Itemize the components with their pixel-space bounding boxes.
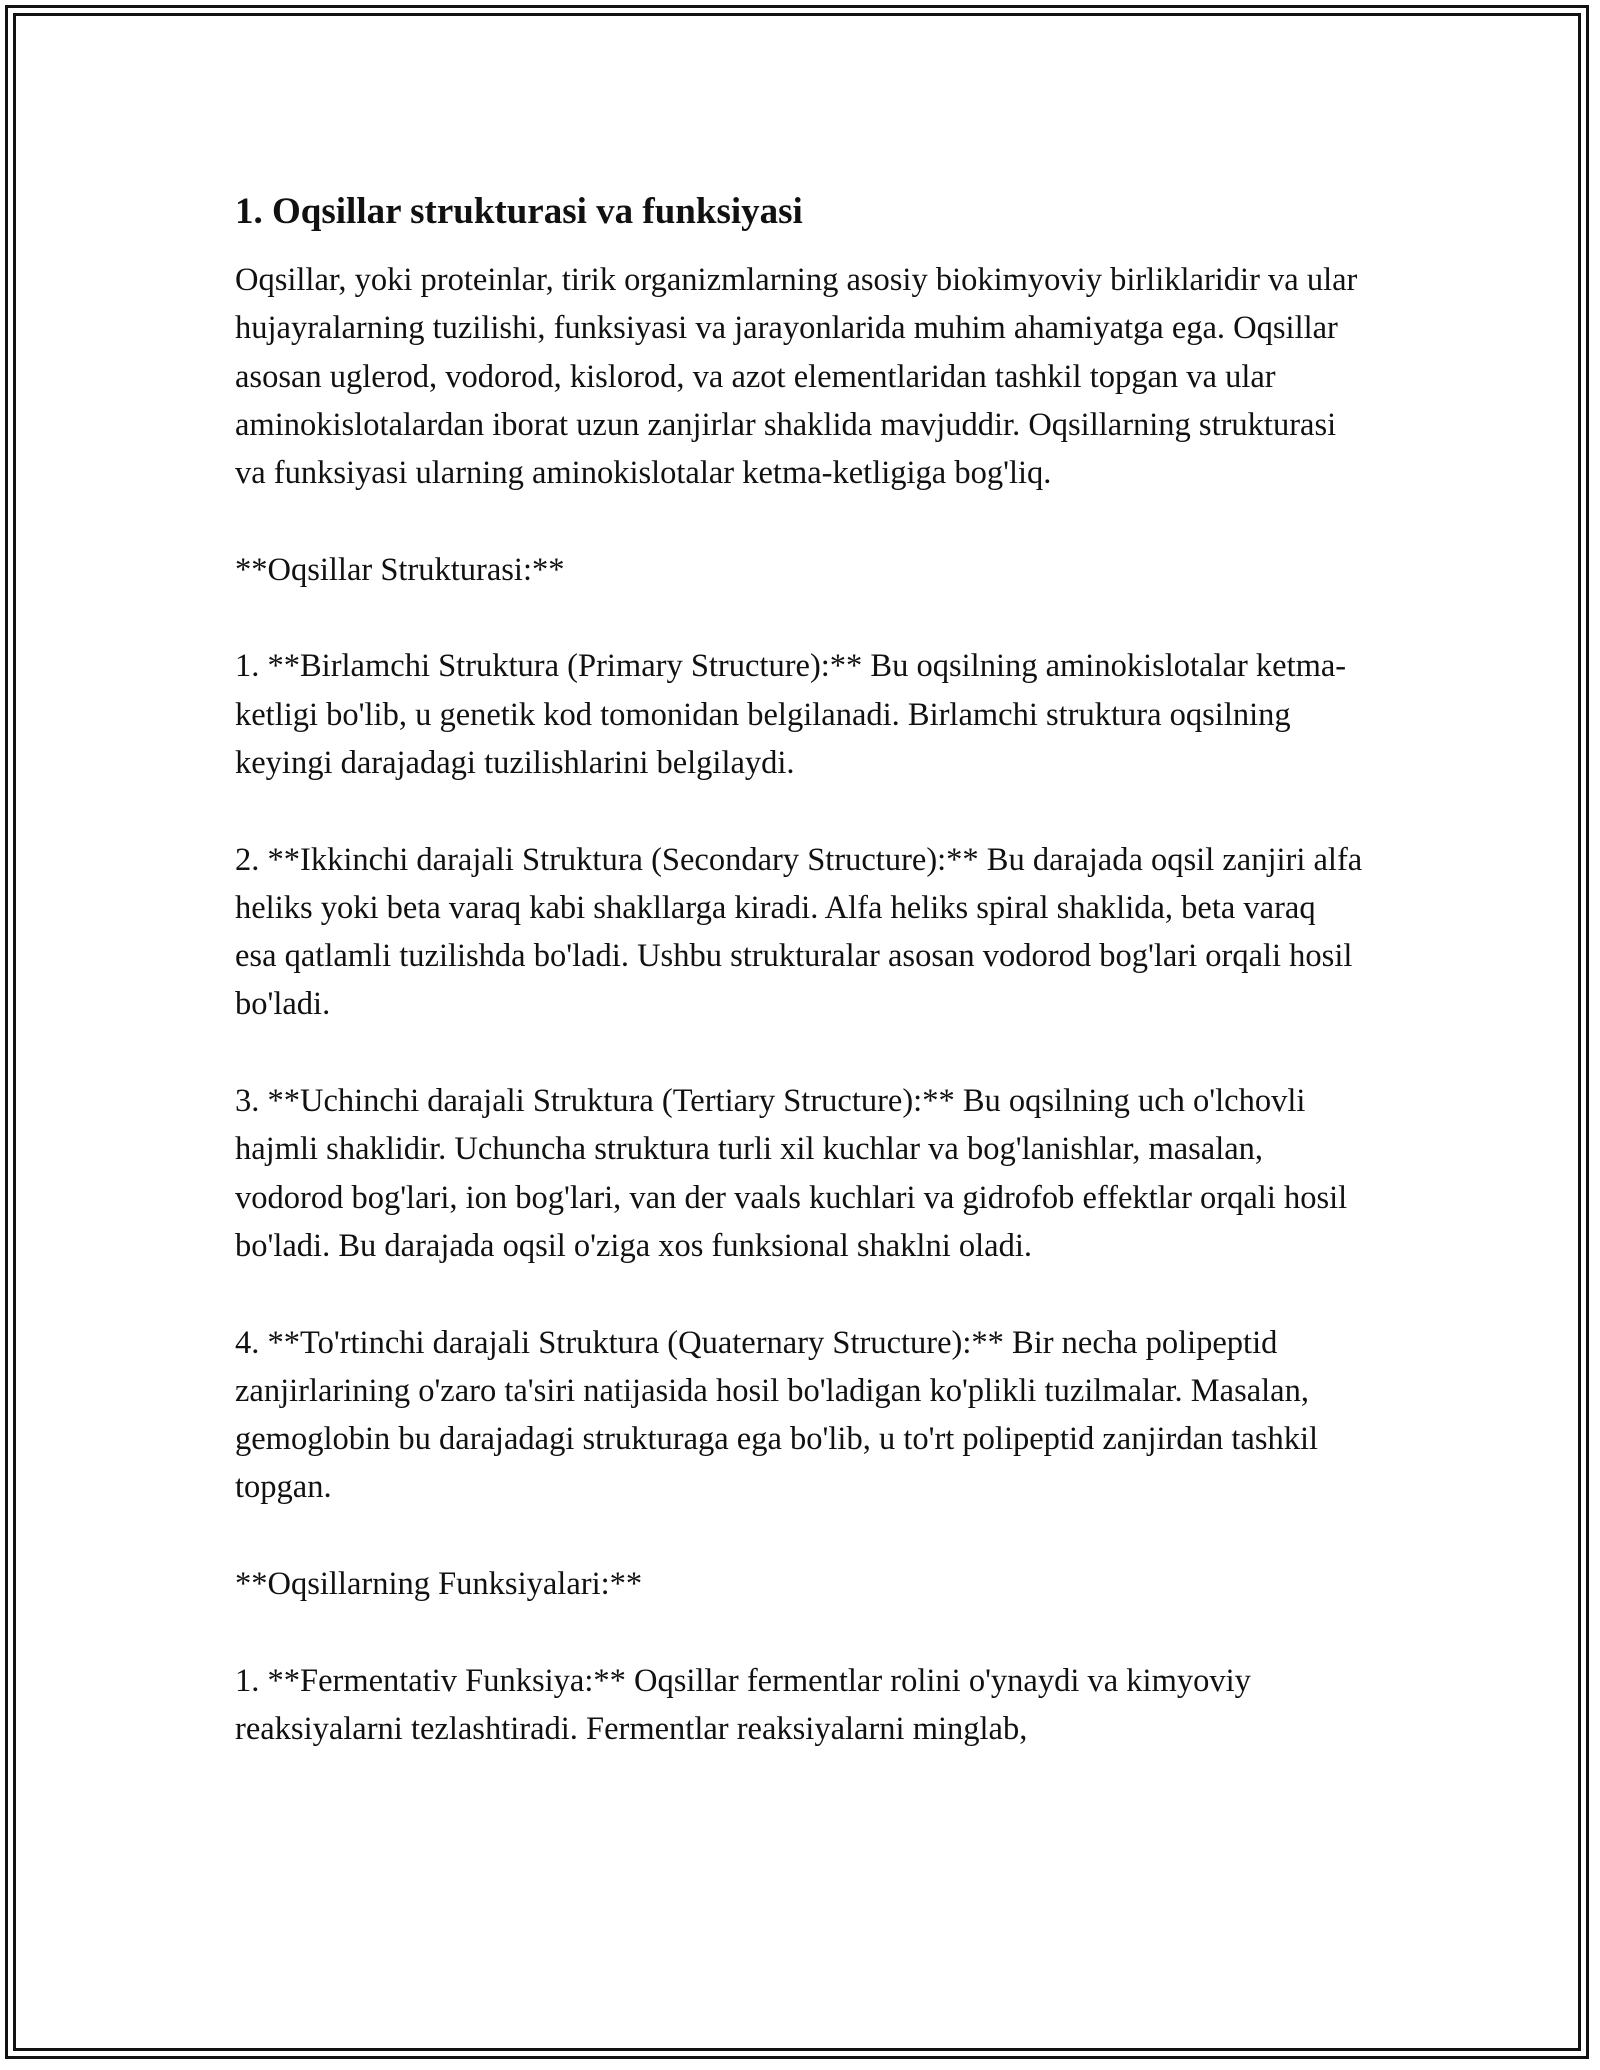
primary-structure-paragraph: 1. **Birlamchi Struktura (Primary Structure):** Bu oqsilning aminokislotalar ketma-ketligi bo'lib, u genetik kod tomonidan belgilanadi. Birlamchi struktura oqsilning keyingi darajadagi tuzilishlarini belgilaydi. xyxy=(235,648,1347,781)
secondary-structure-paragraph: 2. **Ikkinchi darajali Struktura (Secondary Structure):** Bu darajada oqsil zanjiri alfa heliks yoki beta varaq kabi shakllarga kiradi. Alfa heliks spiral shaklida, beta varaq esa qatlamli tuzilishda bo'ladi. Ushbu strukturalar asosan vodorod bog'lari orqali hosil bo'ladi. xyxy=(235,841,1363,1023)
document-body xyxy=(235,188,1365,1802)
quaternary-structure-paragraph: 4. **To'rtinchi darajali Struktura (Quaternary Structure):** Bir necha polipeptid zanjirlarining o'zaro ta'siri natijasida hosil bo'ladigan ko'plikli tuzilmalar. Masalan, gemoglobin bu darajadagi strukturaga ega bo'lib, u to'rt polipeptid zanjirdan tashkil topgan. xyxy=(235,1324,1319,1506)
functions-heading: **Oqsillarning Funksiyalari:** xyxy=(235,1566,643,1603)
enzymatic-function-paragraph: 1. **Fermentativ Funksiya:** Oqsillar fermentlar rolini o'ynaydi va kimyoviy reaksiyalarni tezlashtiradi. Fermentlar reaksiyalarni minglab, xyxy=(235,1662,1251,1747)
structure-heading: **Oqsillar Strukturasi:** xyxy=(235,551,565,588)
tertiary-structure-paragraph: 3. **Uchinchi darajali Struktura (Tertiary Structure):** Bu oqsilning uch o'lchovli hajmli shaklidir. Uchuncha struktura turli xil kuchlar va bog'lanishlar, masalan, vodorod bog'lari, ion bog'lari, van der vaals kuchlari va gidrofob effektlar orqali hosil bo'ladi. Bu darajada oqsil o'ziga xos funksional shaklni oladi. xyxy=(235,1083,1348,1264)
intro-paragraph: Oqsillar, yoki proteinlar, tirik organizmlarning asosiy biokimyoviy birliklaridir va ular hujayralarning tuzilishi, funksiyasi va jarayonlarida muhim ahamiyatga ega. Oqsillar asosan uglerod, vodorod, kislorod, va azot elementlaridan tashkil topgan va ular aminokislotalardan iborat uzun zanjirlar shaklida mavjuddir. Oqsillarning strukturasi va funksiyasi ularning aminokislotalar ketma-ketligiga bog'liq. xyxy=(235,262,1358,492)
document-title: 1. Oqsillar strukturasi va funksiyasi xyxy=(235,191,803,232)
